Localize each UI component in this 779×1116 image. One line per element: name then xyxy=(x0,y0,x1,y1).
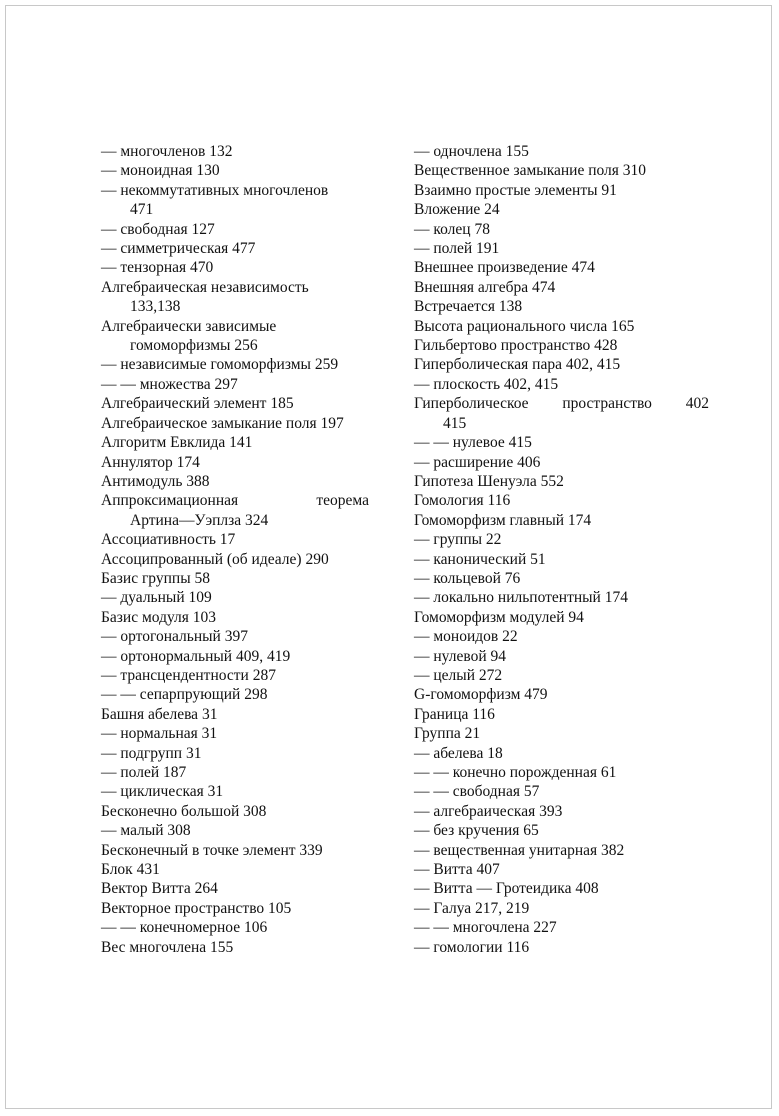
index-entry: — — сепарпрующий 298 xyxy=(101,686,268,704)
index-entry-continuation: 415 xyxy=(443,414,467,432)
index-entry: — одночлена 155 xyxy=(414,143,529,160)
index-entry: — целый 272 xyxy=(414,666,503,684)
index-entry: Блок 431 xyxy=(101,861,160,879)
index-entry: — тензорная 470 xyxy=(101,259,214,277)
index-entry: Базис модуля 103 xyxy=(101,608,217,626)
index-entry: Алгебраическое замыкание поля 197 xyxy=(101,414,344,432)
index-entry: Вектор Витта 264 xyxy=(101,880,218,898)
index-entry: — — нулевое 415 xyxy=(414,434,532,452)
index-entry: — Витта — Гротеидика 408 xyxy=(414,880,599,898)
index-entry: — трансцендентности 287 xyxy=(101,666,276,684)
index-entry: — ортонормальный 409, 419 xyxy=(101,647,291,665)
index-entry: Алгебраически зависимые xyxy=(101,317,277,335)
index-entry: — колец 78 xyxy=(414,220,490,238)
index-entry-continuation: гомоморфизмы 256 xyxy=(130,337,258,355)
index-entry: Встречается 138 xyxy=(414,298,523,316)
index-entry: Башня абелева 31 xyxy=(101,705,218,723)
index-entry: Антимодуль 388 xyxy=(101,472,210,490)
index-entry: Бесконечный в точке элемент 339 xyxy=(101,841,323,859)
index-entry: — группы 22 xyxy=(414,531,502,549)
index-entry: Взаимно простые элементы 91 xyxy=(414,181,617,199)
index-entry: — — конечно порожденная 61 xyxy=(414,764,617,781)
index-entry: — моноидов 22 xyxy=(414,628,518,646)
index-entry-continuation: 471 xyxy=(130,201,154,219)
index-entry: — локально нильпотентный 174 xyxy=(414,589,628,607)
index-entry-continuation: 133,138 xyxy=(130,298,181,316)
index-entry: — многочленов 132 xyxy=(101,143,233,160)
index-entry: — — конечномерное 106 xyxy=(101,919,268,937)
index-entry: G-гомоморфизм 479 xyxy=(414,686,548,704)
index-entry: Гомоморфизм главный 174 xyxy=(414,511,592,529)
index-entry: — свободная 127 xyxy=(101,220,215,238)
index-entry: Гомоморфизм модулей 94 xyxy=(414,608,584,626)
index-entry: — расширение 406 xyxy=(414,453,541,471)
index-entry: Ассоциативность 17 xyxy=(101,531,236,549)
index-entry: — некоммутативных многочленов xyxy=(101,181,329,199)
index-entry: Аппроксимационная теорема xyxy=(101,492,369,510)
index-entry: Бесконечно большой 308 xyxy=(101,802,267,820)
index-entry: Ассоципрованный (об идеале) 290 xyxy=(101,550,329,568)
index-entry: — ортогональный 397 xyxy=(101,628,248,646)
index-entry: — — многочлена 227 xyxy=(414,919,557,937)
left-index-column xyxy=(101,142,369,957)
index-entry: — — множества 297 xyxy=(101,375,238,393)
index-entry: — циклическая 31 xyxy=(101,783,224,801)
index-entry: Внешняя алгебра 474 xyxy=(414,278,556,296)
index-entry: Граница 116 xyxy=(414,705,495,723)
index-entry: Векторное пространство 105 xyxy=(101,899,292,917)
index-entry: Гиперболическое пространство 402 xyxy=(414,395,709,413)
index-entry: — нормальная 31 xyxy=(101,725,218,743)
index-entry: Алгебраический элемент 185 xyxy=(101,395,294,413)
index-entry: Алгебраическая независимость xyxy=(101,278,309,296)
index-entry: — алгебраическая 393 xyxy=(414,802,563,820)
index-entry: — без кручения 65 xyxy=(414,822,539,840)
index-entry: — канонический 51 xyxy=(414,550,546,568)
index-entry-continuation: Артина—Уэплза 324 xyxy=(130,511,269,529)
index-entry: Гиперболическая пара 402, 415 xyxy=(414,356,621,374)
index-entry: Гипотеза Шенуэла 552 xyxy=(414,472,564,490)
right-index-column xyxy=(414,142,709,957)
index-entry: — гомологии 116 xyxy=(414,938,530,956)
index-entry: Вложение 24 xyxy=(414,201,500,219)
index-entry: — подгрупп 31 xyxy=(101,744,202,762)
index-entry: Вещественное замыкание поля 310 xyxy=(414,162,647,180)
index-entry: — малый 308 xyxy=(101,822,191,840)
index-entry: Группа 21 xyxy=(414,725,481,743)
index-entry: Гомология 116 xyxy=(414,492,511,510)
index-entry: Базис группы 58 xyxy=(101,569,210,587)
index-entry: — Витта 407 xyxy=(414,861,500,879)
index-entry: — кольцевой 76 xyxy=(414,569,521,587)
index-entry: — абелева 18 xyxy=(414,744,503,762)
index-entry: — нулевой 94 xyxy=(414,647,506,665)
index-entry: Алгоритм Евклида 141 xyxy=(101,434,253,452)
index-entry: — независимые гомоморфизмы 259 xyxy=(101,356,339,374)
index-entry: — полей 187 xyxy=(101,764,187,781)
index-entry: — Галуа 217, 219 xyxy=(414,899,530,917)
index-entry: Высота рационального числа 165 xyxy=(414,317,635,335)
index-entry: — вещественная унитарная 382 xyxy=(414,841,625,859)
index-entry: Вес многочлена 155 xyxy=(101,938,234,956)
index-entry: — дуальный 109 xyxy=(101,589,212,607)
index-entry: — плоскость 402, 415 xyxy=(414,375,559,393)
index-entry: — полей 191 xyxy=(414,240,500,258)
index-entry: Аннулятор 174 xyxy=(101,453,200,471)
index-entry: — моноидная 130 xyxy=(101,162,220,180)
index-entry: Гильбертово пространство 428 xyxy=(414,337,618,355)
index-entry: Внешнее произведение 474 xyxy=(414,259,595,277)
index-entry: — симметрическая 477 xyxy=(101,240,256,258)
index-entry: — — свободная 57 xyxy=(414,783,540,801)
